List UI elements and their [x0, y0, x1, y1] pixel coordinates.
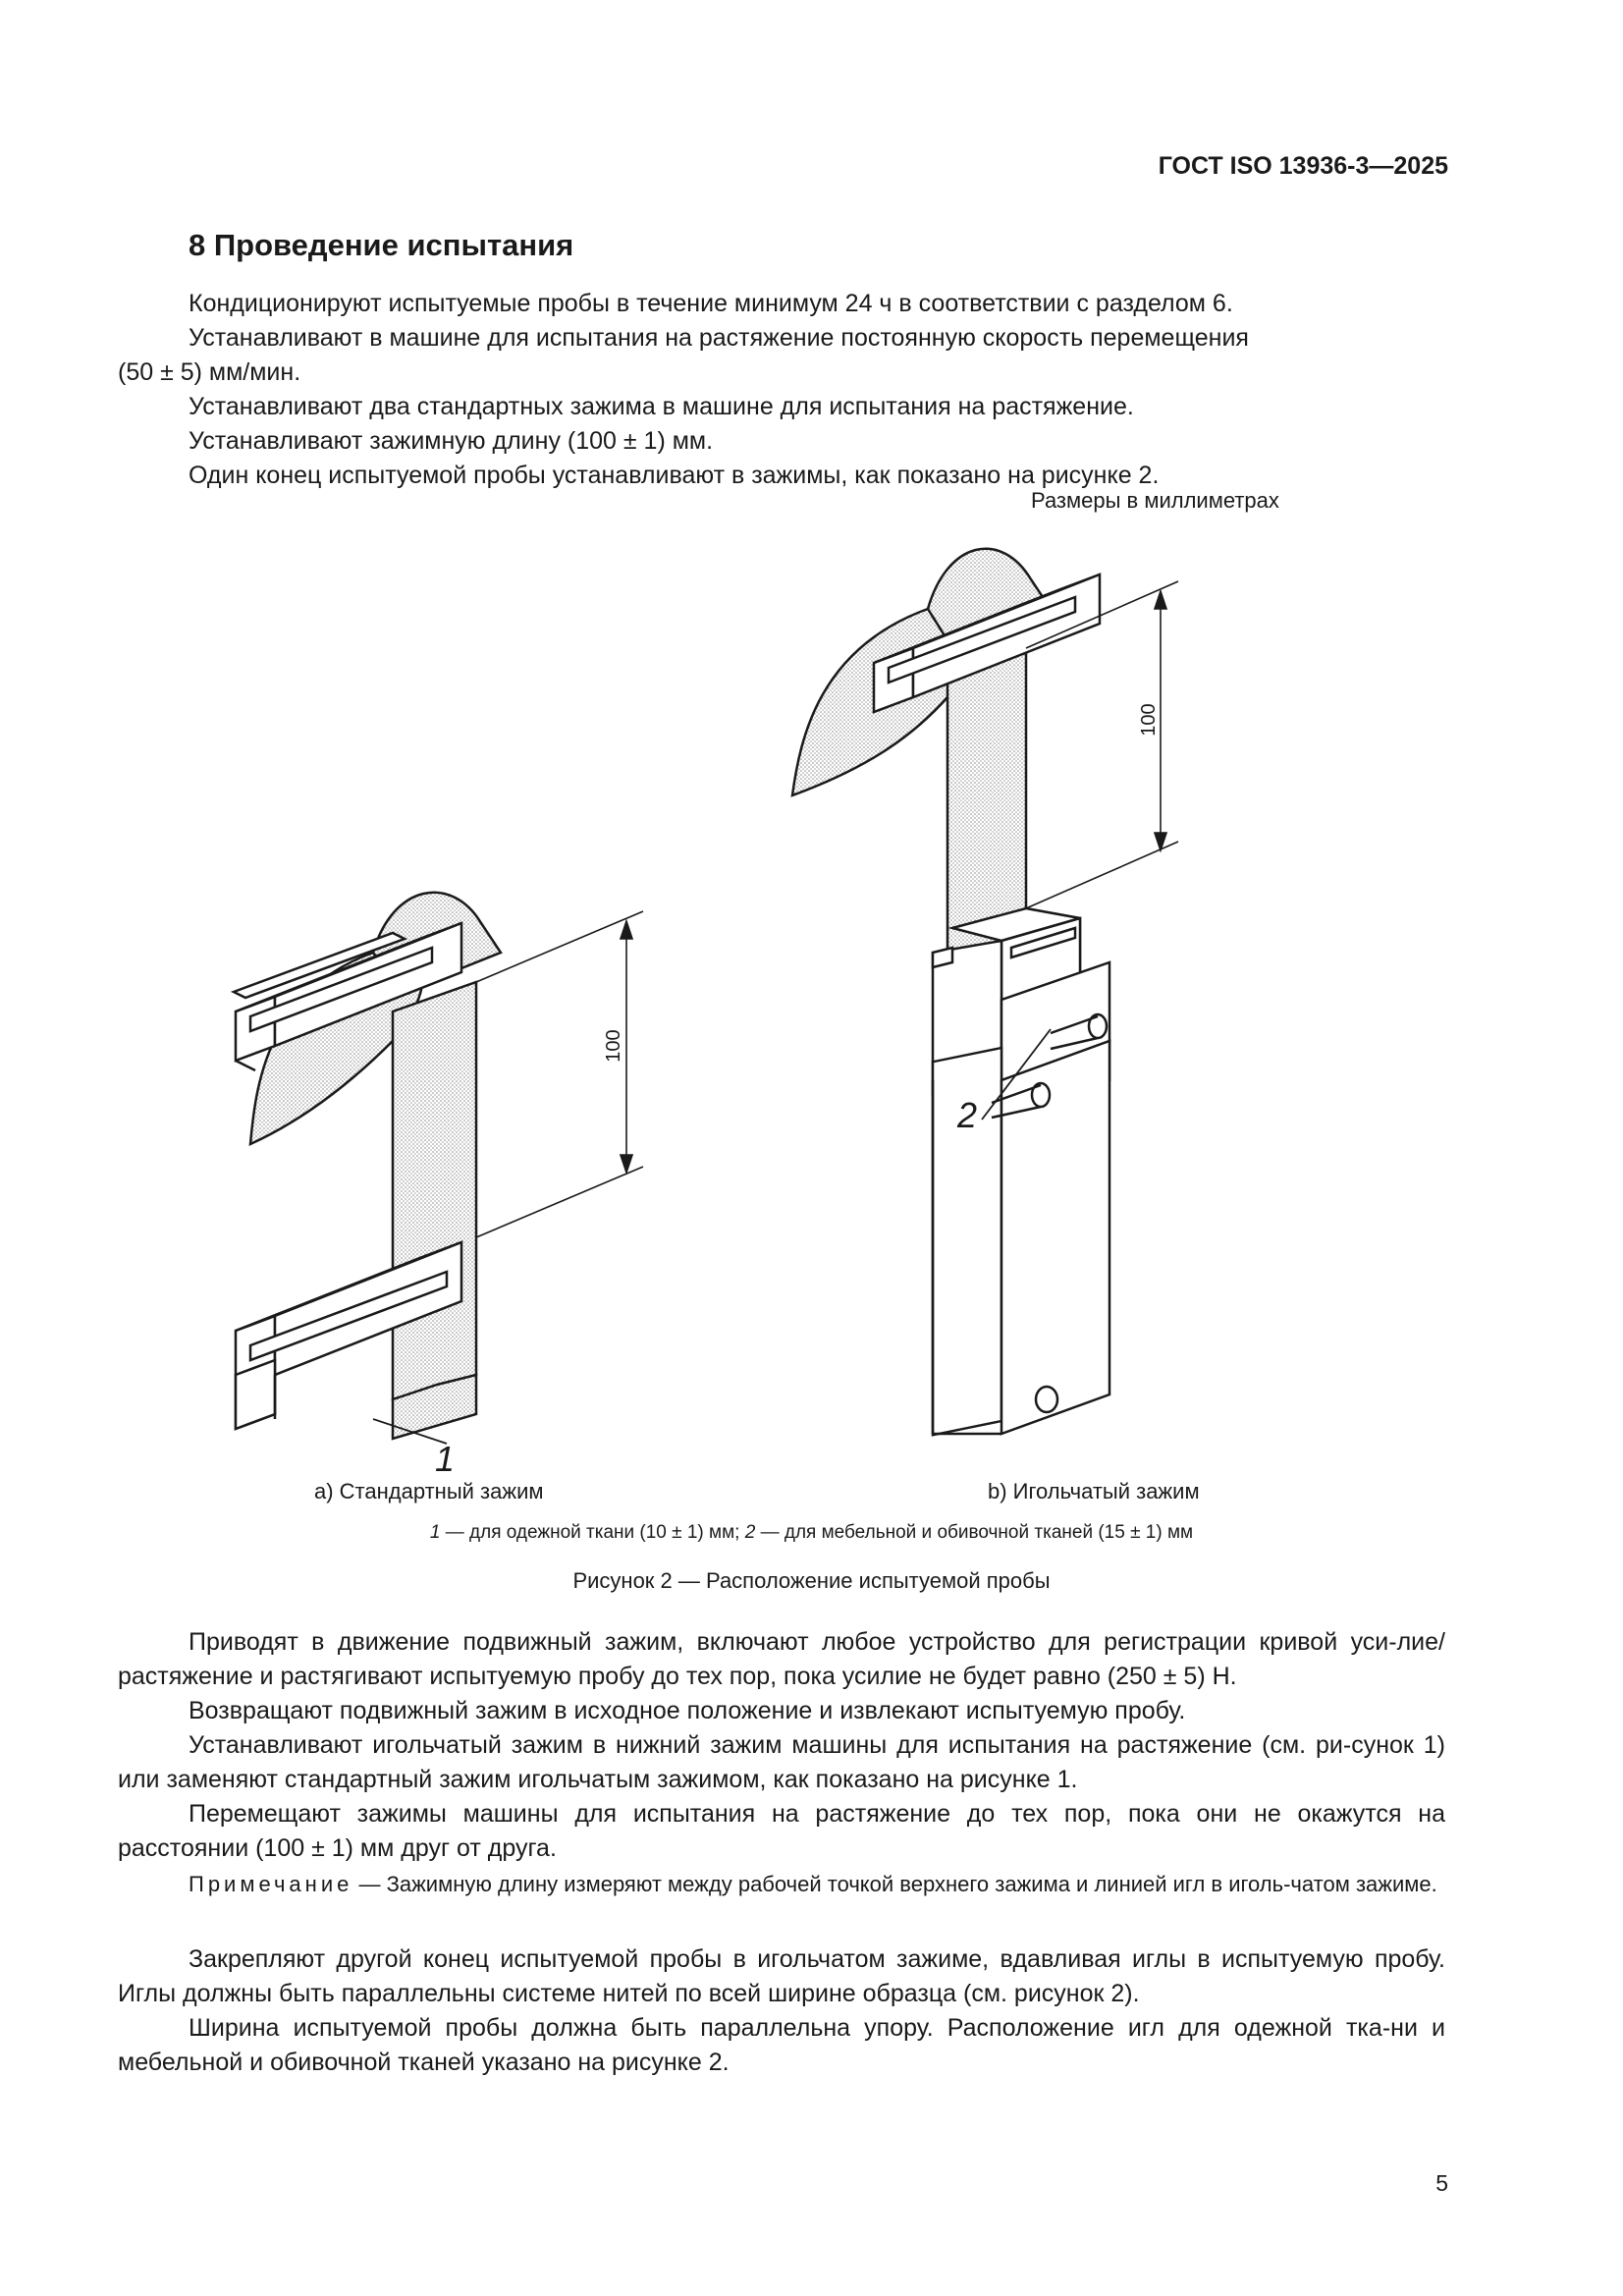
dimension-label-b: 100 — [1138, 703, 1160, 737]
figure-legend — [0, 1522, 1623, 1544]
callout-2-label: 2 — [957, 1095, 978, 1135]
paragraph: Устанавливают игольчатый зажим в нижний зажим машины для испытания на растяжение (см. ри-сунок 1) или заменяют стандартный зажим игольчатым зажимом, как показано на рисунке 1. — [118, 1731, 1445, 1793]
page-number: 5 — [1435, 2170, 1448, 2196]
figure-2-drawing — [196, 530, 1276, 1473]
dimension-note: Размеры в миллиметрах — [1031, 488, 1279, 513]
legend-2-number: 2 — [744, 1522, 756, 1543]
paragraph: Устанавливают зажимную длину (100 ± 1) мм. — [189, 427, 714, 455]
note-paragraph — [118, 1870, 1445, 1899]
note-label: Примечание — [189, 1872, 353, 1896]
paragraph: Возвращают подвижный зажим в исходное положение и извлекают испытуемую пробу. — [189, 1697, 1186, 1724]
paragraph: Один конец испытуемой пробы устанавливают в зажимы, как показано на рисунке 2. — [189, 462, 1160, 489]
dimension-label-a: 100 — [603, 1029, 624, 1063]
paragraph: Устанавливают два стандартных зажима в машине для испытания на растяжение. — [189, 393, 1134, 420]
fabric-strip-a — [393, 982, 476, 1399]
paragraph: Устанавливают в машине для испытания на растяжение постоянную скорость перемещения — [189, 324, 1249, 352]
caption-a: а) Стандартный зажим — [314, 1479, 544, 1503]
paragraph: Приводят в движение подвижный зажим, включают любое устройство для регистрации кривой уси-лие/растяжение и растягивают испытуемую пробу до тех пор, пока усилие не будет равно (250 ± 5) Н. — [118, 1628, 1445, 1690]
paragraph: Ширина испытуемой пробы должна быть параллельна упору. Расположение игл для одежной тка-ни и мебельной и обивочной тканей указано на рисунке 2. — [118, 2014, 1445, 2076]
drawing-a-standard-clamp — [234, 893, 643, 1444]
paragraph: Кондиционируют испытуемые пробы в течение минимум 24 ч в соответствии с разделом 6. — [189, 290, 1233, 317]
legend-1-text: — для одежной ткани (10 ± 1) мм; — [440, 1522, 745, 1543]
text-block-1 — [118, 287, 1445, 493]
document-code: ГОСТ ISO 13936-3—2025 — [1158, 152, 1448, 180]
paragraph: Перемещают зажимы машины для испытания на растяжение до тех пор, пока они не окажутся на расстоянии (100 ± 1) мм друг от друга. — [118, 1800, 1445, 1862]
drawing-b-needle-clamp — [792, 549, 1178, 1436]
note-text: — Зажимную длину измеряют между рабочей точкой верхнего зажима и линией игл в иголь-чатом зажиме. — [352, 1872, 1437, 1896]
text-block-2 — [118, 1625, 1445, 1866]
text-block-3 — [118, 1942, 1445, 2080]
section-heading: 8 Проведение испытания — [189, 228, 574, 262]
paragraph: Закрепляют другой конец испытуемой пробы в игольчатом зажиме, вдавливая иглы в испытуемую пробу. Иглы должны быть параллельны системе нитей по всей ширине образца (см. рисунок 2). — [118, 1945, 1445, 2007]
legend-2-text: — для мебельной и обивочной тканей (15 ± 1) мм — [755, 1522, 1194, 1543]
paragraph-continuation: (50 ± 5) мм/мин. — [118, 358, 301, 386]
callout-1-label: 1 — [435, 1439, 456, 1473]
legend-1-number: 1 — [429, 1522, 441, 1543]
caption-b: b) Игольчатый зажим — [988, 1479, 1200, 1503]
needle-clamp-body — [933, 908, 1109, 1435]
figure-title: Рисунок 2 — Расположение испытуемой пробы — [572, 1568, 1051, 1593]
dimension-lines-a — [476, 911, 643, 1237]
note — [118, 1870, 1445, 1899]
